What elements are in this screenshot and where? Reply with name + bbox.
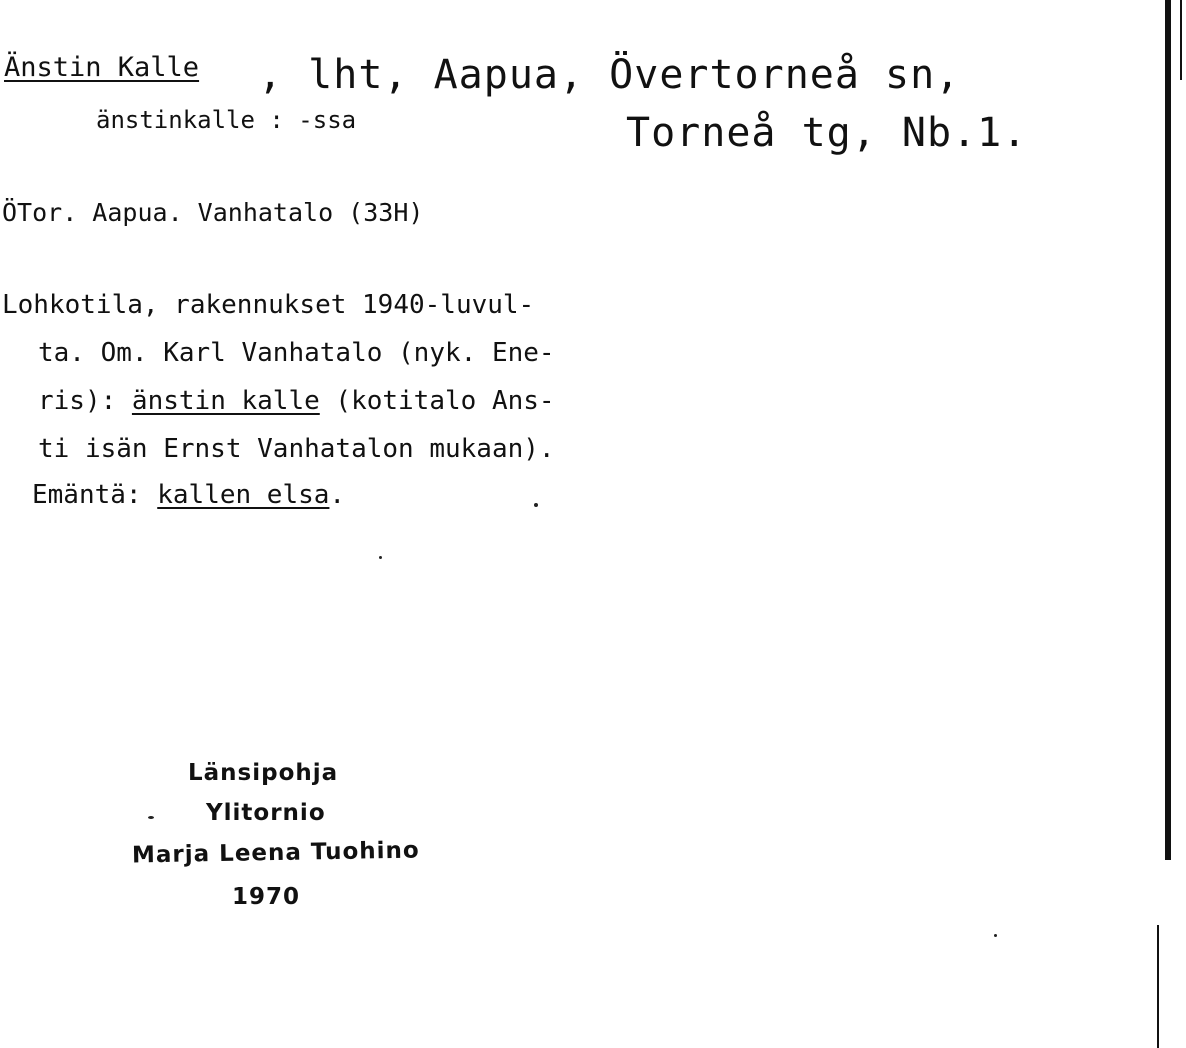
body-term-kallen-elsa: kallen elsa — [157, 480, 330, 510]
source-line: ÖTor. Aapua. Vanhatalo (33H) — [2, 198, 424, 227]
body-line-1: Lohkotila, rakennukset 1940-luvul- — [2, 290, 535, 320]
scan-edge-line — [1165, 0, 1171, 860]
body-line-5-post: . — [329, 480, 346, 510]
entry-inflection: änstinkalle : -ssa — [96, 106, 357, 134]
body-line-2: ta. Om. Karl Vanhatalo (nyk. Ene- — [38, 338, 555, 368]
scan-speck — [148, 816, 154, 819]
body-line-3 — [38, 386, 555, 416]
stamp-region: Länsipohja — [188, 760, 339, 786]
body-line-3-pre: ris): — [38, 386, 132, 416]
entry-details: , lht, Aapua, Övertorneå sn, — [258, 52, 961, 98]
entry-location-line2: Torneå tg, Nb.1. — [626, 110, 1028, 156]
body-term-anstin-kalle: änstin kalle — [131, 386, 320, 416]
body-line-5-pre: Emäntä: — [32, 480, 158, 510]
entry-name-text: Änstin Kalle — [4, 52, 200, 83]
scan-speck — [994, 934, 997, 937]
entry-name — [4, 52, 199, 83]
stamp-parish: Ylitornio — [206, 800, 326, 826]
scan-edge-line — [1157, 925, 1159, 1048]
body-line-4: ti isän Ernst Vanhatalon mukaan). — [38, 434, 555, 464]
scan-edge-line — [1180, 0, 1182, 80]
stamp-collector: Marja Leena Tuohino — [131, 837, 420, 869]
stamp-year: 1970 — [232, 884, 301, 910]
scan-speck — [379, 556, 382, 559]
body-line-3-post: (kotitalo Ans- — [319, 386, 555, 416]
body-line-5 — [32, 480, 345, 510]
scan-speck — [534, 503, 538, 507]
